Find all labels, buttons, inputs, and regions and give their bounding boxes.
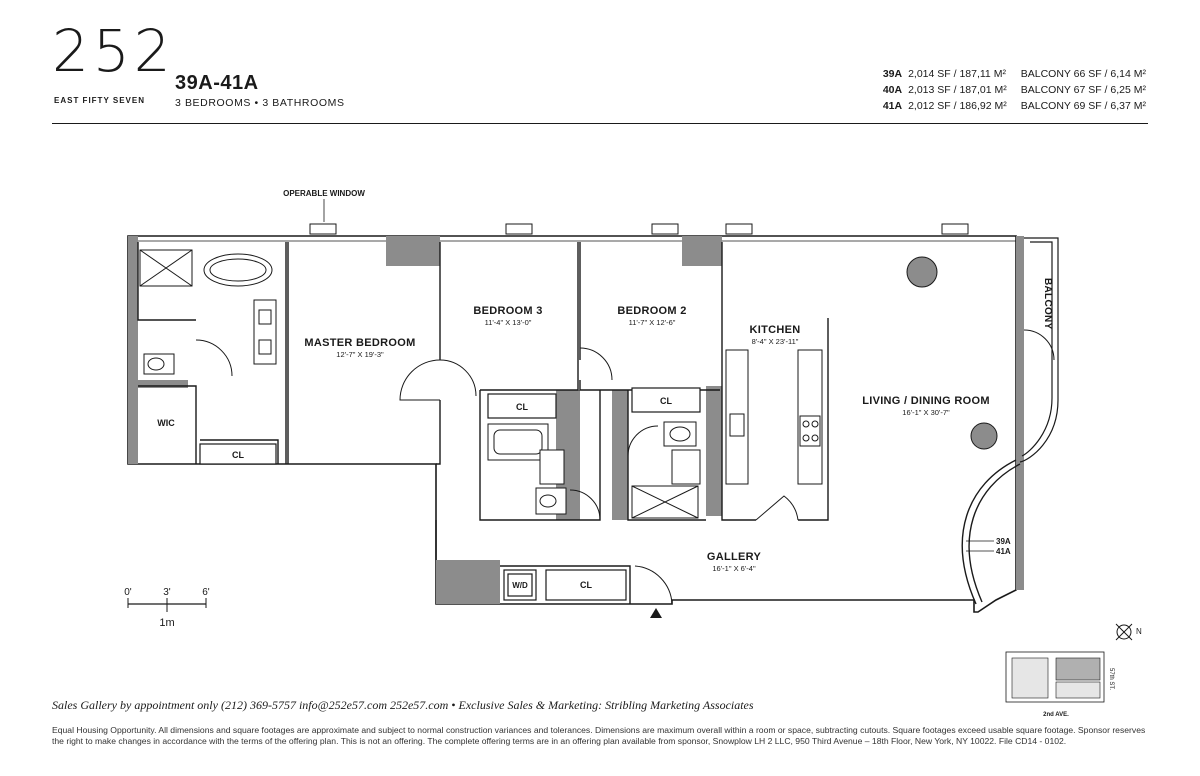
closet-bedroom2-label: CL (660, 396, 672, 406)
room-bedroom2-dim: 11'-7" X 12'-6" (628, 318, 676, 327)
sink-bedroom3 (540, 450, 564, 484)
scale-metric: 1m (159, 617, 175, 629)
door-entry (635, 566, 672, 604)
compass-north-label: N (1136, 627, 1142, 636)
room-balcony-name: BALCONY (1042, 278, 1053, 330)
room-gallery-name: GALLERY (706, 551, 762, 563)
scale-bar (124, 587, 210, 629)
area-unit: 39A (882, 68, 903, 80)
scale-tick-6: 6' (202, 587, 210, 598)
unit-title: 39A-41A (175, 72, 259, 94)
door-bedroom3 (440, 360, 476, 396)
column-north (907, 257, 937, 287)
door-bedroom2 (580, 348, 612, 380)
contact-line: Sales Gallery by appointment only (212) 369-5757 info@252e57.com 252e57.com • Exclusive Sales & Marketing: Stribling Marketing Associates (52, 698, 754, 712)
entry-arrow-icon (650, 608, 662, 618)
room-bedroom2-name: BEDROOM 2 (617, 305, 687, 317)
key-plan (1006, 652, 1114, 718)
sink-bedroom2 (672, 450, 700, 484)
brand-logo-number: 252 (52, 17, 175, 85)
unit-41a-marker: 41A (996, 547, 1011, 556)
room-kitchen-name: KITCHEN (749, 324, 801, 336)
door-master (400, 360, 440, 400)
closet-master-label: CL (232, 450, 244, 460)
room-master-bedroom-name: MASTER BEDROOM (304, 337, 416, 349)
compass-icon (1116, 624, 1142, 640)
area-balcony: BALCONY 67 SF / 6,25 M² (1020, 84, 1146, 96)
area-unit: 41A (882, 100, 903, 112)
unit-39a-marker: 39A (996, 537, 1011, 546)
operable-window-label: OPERABLE WINDOW (283, 189, 365, 198)
area-balcony: BALCONY 66 SF / 6,14 M² (1020, 68, 1146, 80)
disclaimer: Equal Housing Opportunity. All dimensions and square footages are approximate and subject to normal construction variances and tolerances. Dimensions are maximum overall within a room or space, subtracting cutouts. Square footages exceed usable square footage. Sponsor reserves the right to make changes in accordance with the terms of the offering plan. This is not an offering. The complete offering terms are in an offering plan available from sponsor, Snowplow LH 2 LLC, 950 Third Avenue – 18th Floor, New York, NY 10022. File CD14 - 0102. (52, 725, 1146, 746)
operable-windows (310, 224, 968, 234)
room-living-dim: 16'-1" X 30'-7" (902, 408, 950, 417)
room-kitchen-dim: 8'-4" X 23'-11" (751, 337, 799, 346)
room-master-bedroom-dim: 12'-7" X 19'-3" (336, 350, 384, 359)
area-balcony: BALCONY 69 SF / 6,37 M² (1020, 100, 1146, 112)
room-gallery-dim: 16'-1" X 6'-4" (712, 564, 756, 573)
closet-gallery-label: CL (580, 580, 592, 590)
area-interior: 2,012 SF / 186,92 M² (908, 100, 1007, 112)
wic-label: WIC (157, 418, 175, 428)
area-interior: 2,013 SF / 187,01 M² (908, 84, 1007, 96)
unit-subtitle: 3 BEDROOMS • 3 BATHROOMS (175, 97, 345, 109)
scale-tick-0: 0' (124, 587, 132, 598)
keyplan-street-top: 57th ST. (1108, 668, 1114, 691)
scale-tick-3: 3' (163, 587, 171, 598)
cooktop (800, 416, 820, 446)
structural-walls (128, 236, 1024, 604)
door-kitchen (756, 496, 798, 520)
brand-logo-name: EAST FIFTY SEVEN (54, 96, 145, 105)
room-bedroom3-dim: 11'-4" X 13'-0" (484, 318, 532, 327)
room-living-name: LIVING / DINING ROOM (862, 395, 990, 407)
washer-dryer-label: W/D (512, 581, 528, 590)
kitchen-counters (726, 350, 822, 484)
column-south (971, 423, 997, 449)
area-unit: 40A (882, 84, 903, 96)
columns (907, 257, 997, 449)
room-bedroom3-name: BEDROOM 3 (473, 305, 543, 317)
area-interior: 2,014 SF / 187,11 M² (908, 68, 1006, 80)
interior-walls (138, 242, 828, 604)
keyplan-street-bottom: 2nd AVE. (1043, 712, 1069, 718)
closet-bedroom3-label: CL (516, 402, 528, 412)
kitchen-sink (730, 414, 744, 436)
curved-bay-window (962, 460, 1020, 604)
